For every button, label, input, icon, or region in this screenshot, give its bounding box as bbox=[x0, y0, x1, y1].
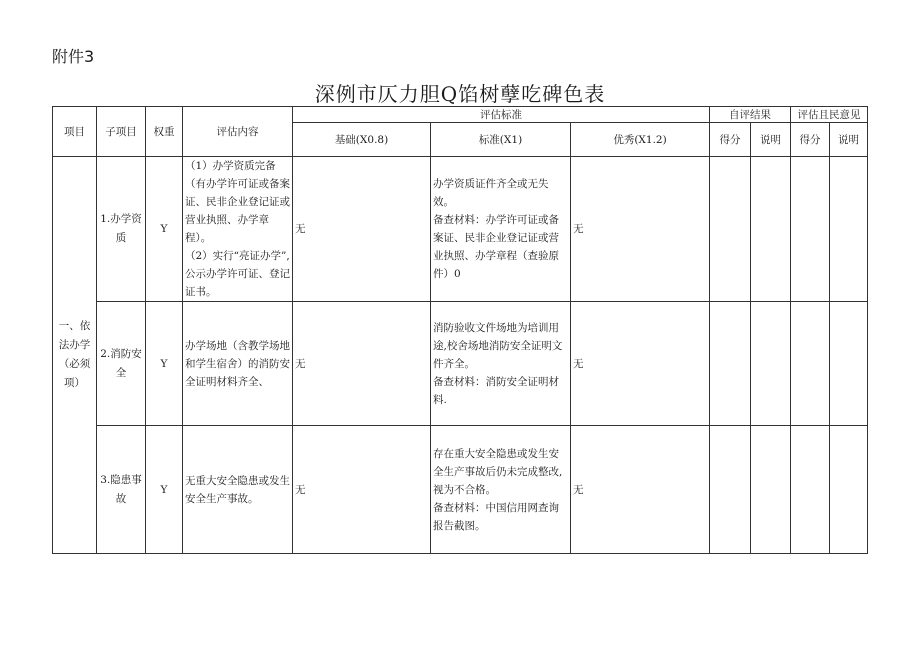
evaluation-table bbox=[52, 106, 868, 554]
header-std: 标准(X1) bbox=[431, 123, 571, 157]
standard-cell: 消防验收文件场地为培训用途,校舍场地消防安全证明文件齐全。 备查材料：消防安全证明材料. bbox=[431, 302, 571, 426]
self-note-cell[interactable] bbox=[751, 426, 791, 554]
self-score-cell[interactable] bbox=[710, 302, 751, 426]
sub-item-cell: 2.消防安全 bbox=[97, 302, 146, 426]
assess-note-cell[interactable] bbox=[830, 157, 868, 302]
group-item-cell: 一、依法办学（必须项） bbox=[53, 157, 97, 554]
excellent-cell: 无 bbox=[571, 426, 710, 554]
basic-cell: 无 bbox=[293, 426, 431, 554]
assess-note-cell[interactable] bbox=[830, 426, 868, 554]
standard-cell: 办学资质证件齐全或无失效。 备查材料：办学许可证或备案证、民非企业登记证或营业执照、办学章程（查验原件）0 bbox=[431, 157, 571, 302]
header-standard: 评估标准 bbox=[293, 107, 710, 123]
content-cell: 办学场地（含教学场地和学生宿舍）的消防安全证明材料齐全、 bbox=[183, 302, 293, 426]
header-score: 得分 bbox=[710, 123, 751, 157]
header-assess-opinion: 评估且民意见 bbox=[791, 107, 868, 123]
content-cell: 无重大安全隐患或发生安全生产事故。 bbox=[183, 426, 293, 554]
self-score-cell[interactable] bbox=[710, 426, 751, 554]
self-score-cell[interactable] bbox=[710, 157, 751, 302]
assess-score-cell[interactable] bbox=[791, 426, 830, 554]
header-weight: 权重 bbox=[146, 107, 183, 157]
sub-item-cell: 1.办学资质 bbox=[97, 157, 146, 302]
document-title: 深例市仄力胆Q馅树孽吃碑色表 bbox=[314, 82, 606, 106]
header-basic: 基础(X0.8) bbox=[293, 123, 431, 157]
table-row bbox=[53, 157, 868, 302]
self-note-cell[interactable] bbox=[751, 302, 791, 426]
assess-score-cell[interactable] bbox=[791, 302, 830, 426]
weight-cell: Y bbox=[146, 157, 183, 302]
basic-cell: 无 bbox=[293, 157, 431, 302]
weight-cell: Y bbox=[146, 426, 183, 554]
sub-item-cell: 3.隐患事故 bbox=[97, 426, 146, 554]
header-note2: 说明 bbox=[830, 123, 868, 157]
excellent-cell: 无 bbox=[571, 157, 710, 302]
header-self-eval: 自评结果 bbox=[710, 107, 791, 123]
header-sub-item: 子项目 bbox=[97, 107, 146, 157]
header-note: 说明 bbox=[751, 123, 791, 157]
self-note-cell[interactable] bbox=[751, 157, 791, 302]
attachment-label: 附件3 bbox=[52, 47, 95, 66]
header-content: 评估内容 bbox=[183, 107, 293, 157]
standard-cell: 存在重大安全隐患或发生安全生产事故后仍未完成整改,视为不合格。 备查材料：中国信用网查询报告截图。 bbox=[431, 426, 571, 554]
table-row bbox=[53, 302, 868, 426]
table-row bbox=[53, 426, 868, 554]
content-cell: （1）办学资质完备（有办学许可证或备案证、民非企业登记证或营业执照、办学章程）。 （2）实行“亮证办学”,公示办学许可证、登记证书。 bbox=[183, 157, 293, 302]
assess-score-cell[interactable] bbox=[791, 157, 830, 302]
header-score2: 得分 bbox=[791, 123, 830, 157]
excellent-cell: 无 bbox=[571, 302, 710, 426]
header-item: 项目 bbox=[53, 107, 97, 157]
weight-cell: Y bbox=[146, 302, 183, 426]
header-excellent: 优秀(X1.2) bbox=[571, 123, 710, 157]
basic-cell: 无 bbox=[293, 302, 431, 426]
assess-note-cell[interactable] bbox=[830, 302, 868, 426]
